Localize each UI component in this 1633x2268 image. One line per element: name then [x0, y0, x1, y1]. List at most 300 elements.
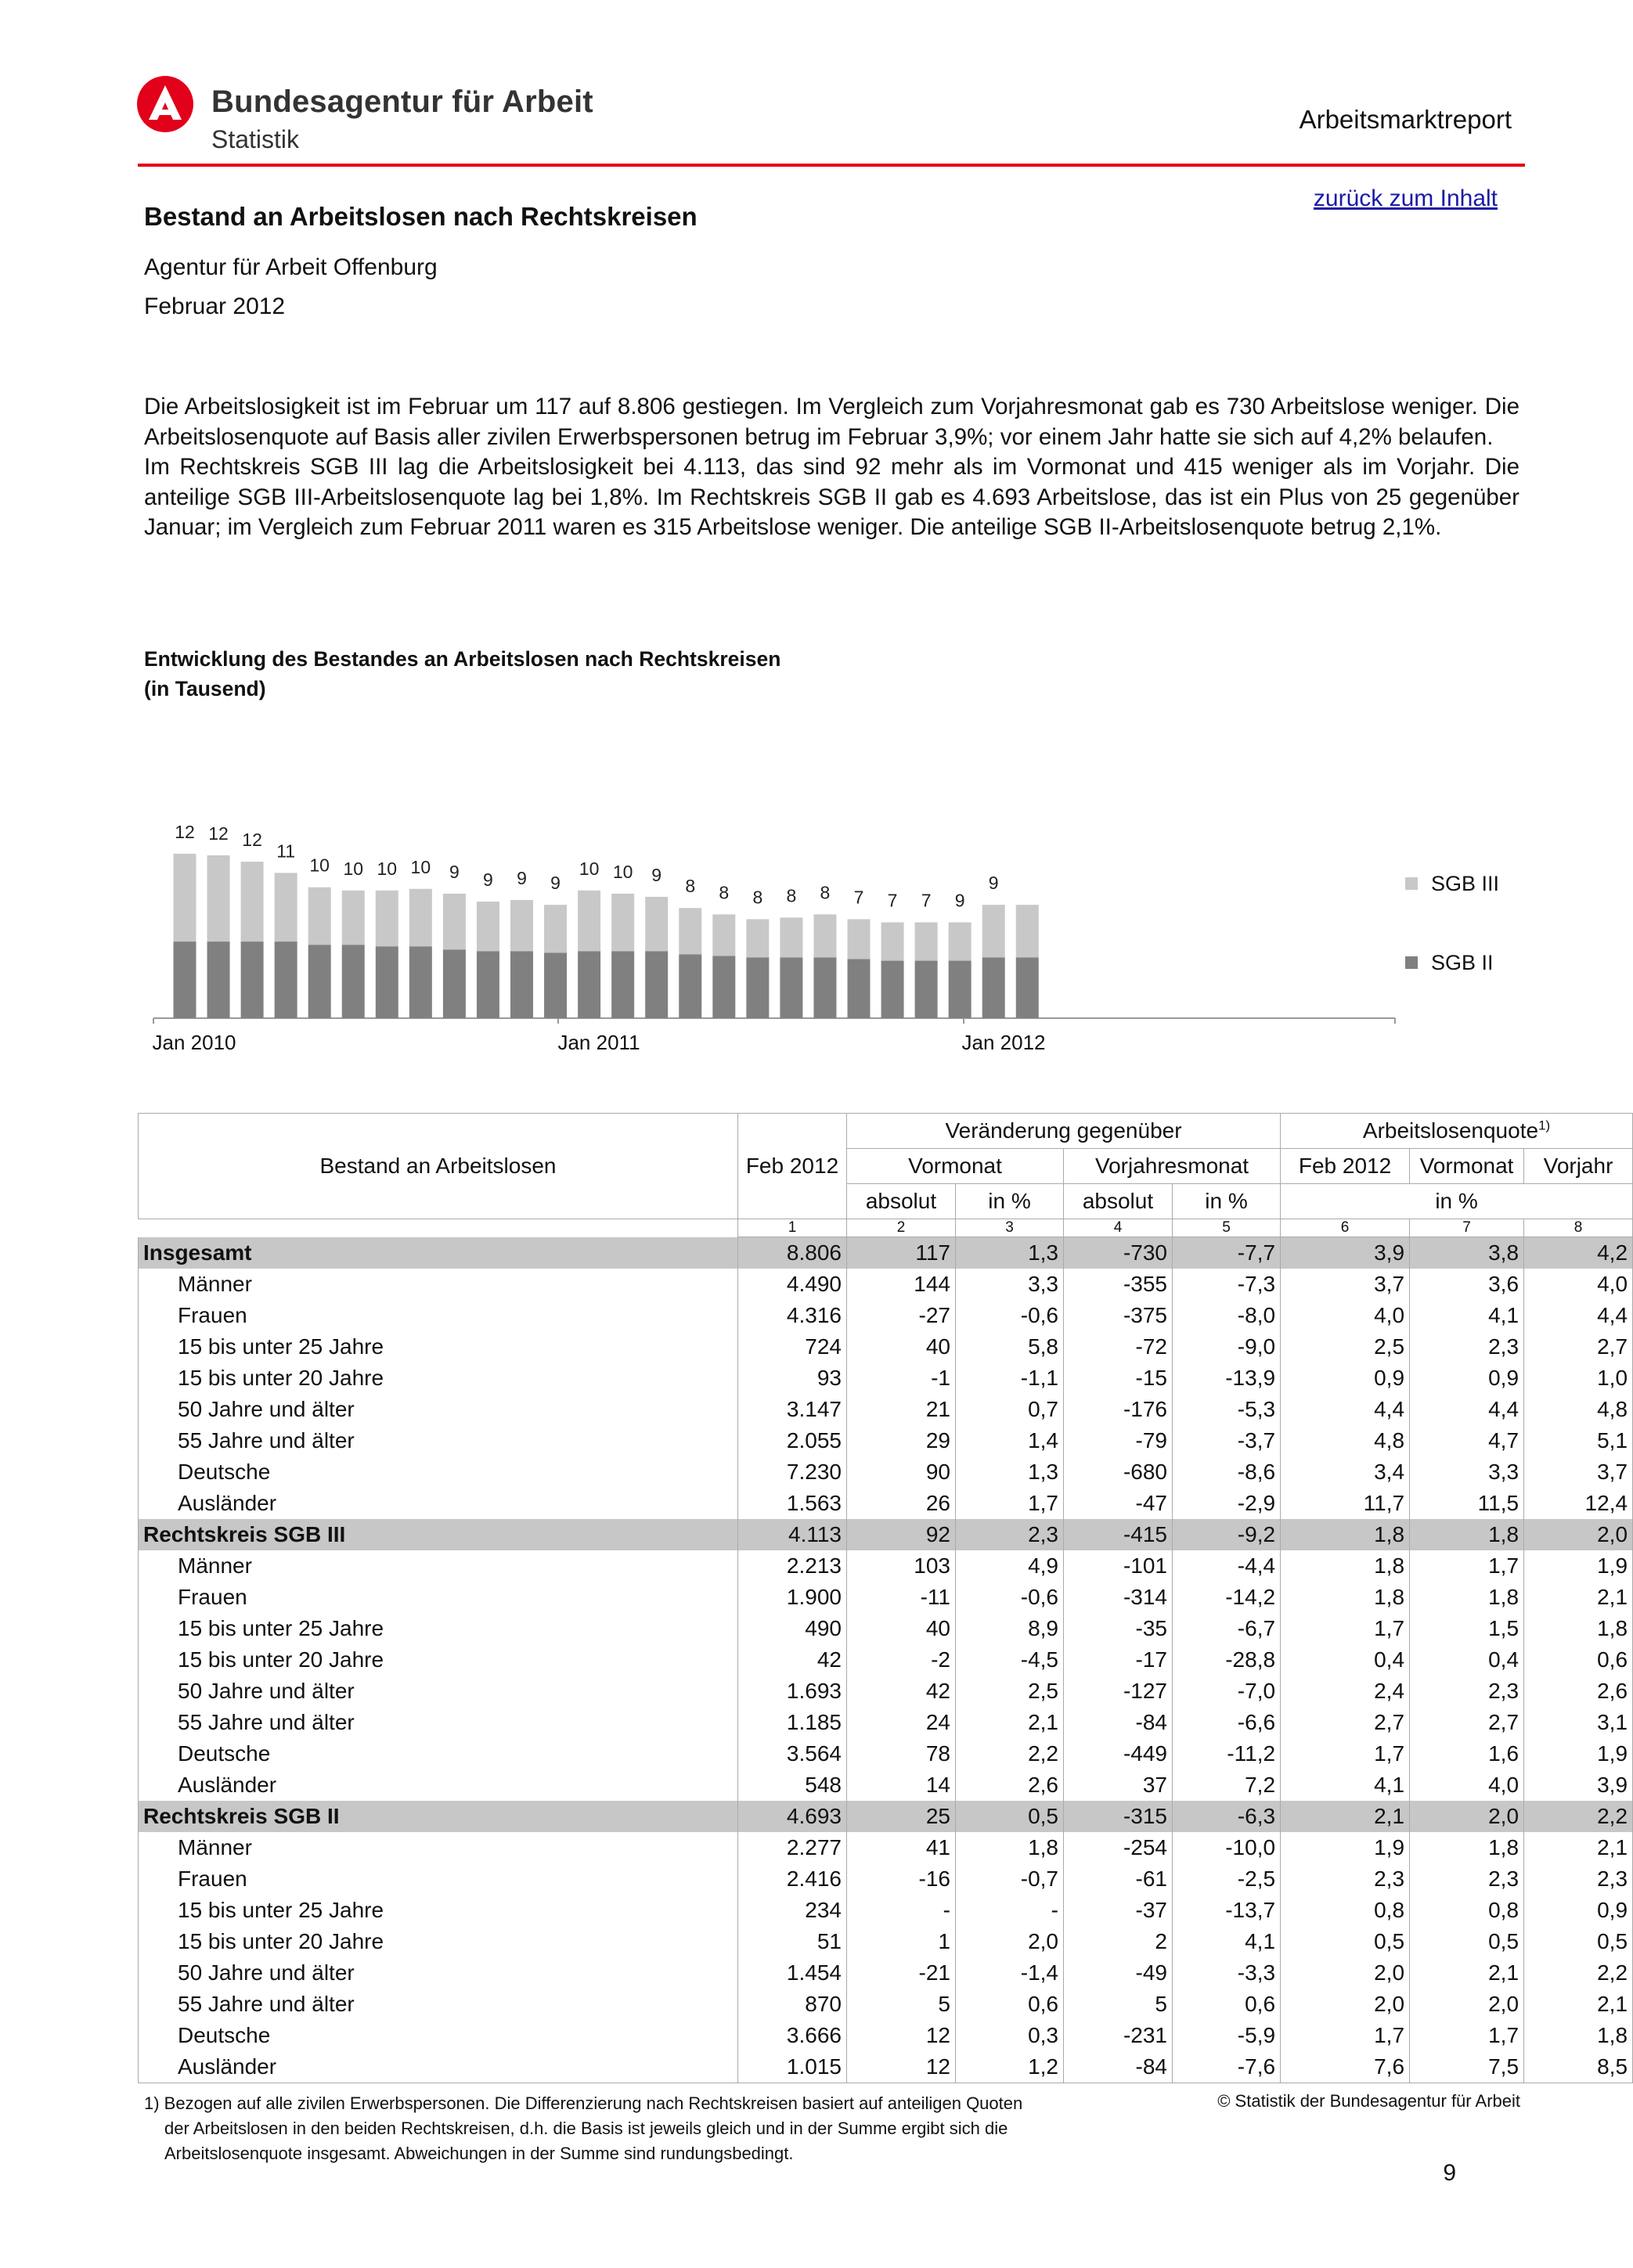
table-cell: -37 [1064, 1895, 1173, 1926]
table-cell: 4.113 [738, 1519, 847, 1550]
table-cell: 2,0 [1410, 1801, 1524, 1832]
bar-sgb3 [712, 914, 735, 956]
bar-total-label: 10 [410, 856, 431, 877]
bar-sgb2 [376, 946, 398, 1018]
table-cell: -2,9 [1173, 1488, 1281, 1519]
table-cell: 3,9 [1524, 1769, 1633, 1801]
bar-sgb2 [780, 957, 802, 1018]
chart-subtitle: (in Tausend) [144, 677, 266, 700]
table-cell: 7.230 [738, 1456, 847, 1488]
legend-swatch [1405, 956, 1418, 969]
table-cell: 2,1 [1524, 1989, 1633, 2020]
bar-sgb3 [342, 891, 365, 945]
table-cell: 2,2 [1524, 1957, 1633, 1989]
table-cell: 1,9 [1524, 1738, 1633, 1769]
table-cell: 3,6 [1410, 1269, 1524, 1300]
legend-label: SGB II [1431, 951, 1494, 974]
table-row [139, 1769, 1633, 1801]
copyright: © Statistik der Bundesagentur für Arbeit [1217, 2091, 1520, 2111]
table-cell: 25 [847, 1801, 956, 1832]
vorjahresmonat-header: Vorjahresmonat [1064, 1149, 1281, 1184]
table-cell: 2.416 [738, 1863, 847, 1895]
table-cell: 2,0 [1524, 1519, 1633, 1550]
bar-sgb3 [510, 900, 533, 951]
table-cell: 4,8 [1281, 1425, 1410, 1456]
table-cell: 2,5 [956, 1676, 1064, 1707]
report-label: Arbeitsmarktreport [1299, 105, 1512, 134]
row-label: 15 bis unter 20 Jahre [139, 1926, 738, 1957]
table-cell: 2,0 [1281, 1957, 1410, 1989]
table-cell: 234 [738, 1895, 847, 1926]
row-label: 15 bis unter 25 Jahre [139, 1613, 738, 1644]
table-cell: 29 [847, 1425, 956, 1456]
table-cell: -79 [1064, 1425, 1173, 1456]
table-cell: 11,7 [1281, 1488, 1410, 1519]
org-name: Bundesagentur für Arbeit [211, 85, 593, 119]
row-label: Deutsche [139, 1456, 738, 1488]
bar-sgb2 [241, 941, 264, 1018]
table-cell: 1,9 [1281, 1832, 1410, 1863]
bar-total-label: 9 [517, 868, 527, 889]
x-tick-label: Jan 2012 [961, 1031, 1046, 1054]
table-cell: -7,3 [1173, 1269, 1281, 1300]
table-body [139, 1237, 1633, 2083]
table-row [139, 1707, 1633, 1738]
row-label: Deutsche [139, 2020, 738, 2051]
table-cell: 2,6 [956, 1769, 1064, 1801]
table-cell: 3,1 [1524, 1707, 1633, 1738]
table-cell: 0,4 [1410, 1644, 1524, 1676]
quote-header [1281, 1114, 1633, 1149]
bar-sgb3 [376, 891, 398, 946]
bar-sgb3 [477, 902, 499, 951]
row-label: Ausländer [139, 1769, 738, 1801]
table-cell: -3,3 [1173, 1957, 1281, 1989]
table-cell: 3,8 [1410, 1237, 1524, 1269]
table-cell: -84 [1064, 2051, 1173, 2083]
bar-total-label: 7 [921, 890, 932, 911]
table-cell: 490 [738, 1613, 847, 1644]
bar-sgb3 [915, 923, 938, 961]
bar-sgb3 [174, 854, 196, 941]
table-cell: -127 [1064, 1676, 1173, 1707]
table-cell: 1,7 [956, 1488, 1064, 1519]
vormonat-header: Vormonat [847, 1149, 1064, 1184]
table-cell: 870 [738, 1989, 847, 2020]
table-cell: 1,7 [1281, 1613, 1410, 1644]
table-cell: 2,3 [1524, 1863, 1633, 1895]
table-cell: -9,2 [1173, 1519, 1281, 1550]
table-cell: -4,5 [956, 1644, 1064, 1676]
row-label: 55 Jahre und älter [139, 1989, 738, 2020]
column-number: 6 [1281, 1219, 1410, 1237]
bar-sgb2 [915, 961, 938, 1018]
x-tick-label: Jan 2011 [557, 1031, 640, 1054]
table-cell: 24 [847, 1707, 956, 1738]
table-cell: 1,7 [1281, 2020, 1410, 2051]
row-label-header: Bestand an Arbeitslosen [139, 1114, 738, 1219]
column-number-spacer [139, 1219, 738, 1237]
table-cell: 1,8 [1281, 1582, 1410, 1613]
table-cell: 2,7 [1524, 1331, 1633, 1363]
table-cell: 1.563 [738, 1488, 847, 1519]
column-number: 1 [738, 1219, 847, 1237]
absolut-header: absolut [847, 1184, 956, 1219]
table-cell: -15 [1064, 1363, 1173, 1394]
legend-swatch [1405, 877, 1418, 890]
table-cell: 0,6 [956, 1989, 1064, 2020]
chart-title: Entwicklung des Bestandes an Arbeitslosen nach Rechtskreisen [144, 647, 781, 671]
table-cell: -1,4 [956, 1957, 1064, 1989]
header-divider [138, 164, 1525, 167]
table-row [139, 1300, 1633, 1331]
table-cell: -2,5 [1173, 1863, 1281, 1895]
table-cell: 1,8 [1524, 2020, 1633, 2051]
summary-paragraph: Die Arbeitslosigkeit ist im Februar um 117 auf 8.806 gestiegen. Im Vergleich zum Vorjahresmonat gab es 730 Arbeitslose weniger. Die Arbeitslosenquote auf Basis aller zivilen Erwerbspersonen betrug im Februar 3,9%; vor einem Jahr hatte sie sich auf 4,2% belaufen. [144, 394, 1519, 450]
table-row [139, 1863, 1633, 1895]
table-cell: 2,4 [1281, 1676, 1410, 1707]
table-cell: 40 [847, 1331, 956, 1363]
bar-sgb2 [477, 951, 499, 1018]
table-cell: -28,8 [1173, 1644, 1281, 1676]
table-cell: 1,5 [1410, 1613, 1524, 1644]
row-label: 15 bis unter 25 Jahre [139, 1895, 738, 1926]
bar-total-label: 8 [786, 885, 797, 906]
back-to-contents-link[interactable]: zurück zum Inhalt [1313, 185, 1498, 211]
summary-text [144, 392, 1519, 543]
table-cell: 4,8 [1524, 1394, 1633, 1425]
table-cell: 2,2 [1524, 1801, 1633, 1832]
bar-sgb2 [848, 959, 871, 1018]
row-label: 50 Jahre und älter [139, 1957, 738, 1989]
table-cell: 2,3 [1410, 1863, 1524, 1895]
bar-sgb2 [712, 956, 735, 1018]
table-cell: 26 [847, 1488, 956, 1519]
bar-sgb3 [848, 920, 871, 959]
table-cell: 0,5 [1524, 1926, 1633, 1957]
bar-sgb3 [982, 905, 1005, 957]
row-label: 15 bis unter 20 Jahre [139, 1644, 738, 1676]
table-cell: 1.454 [738, 1957, 847, 1989]
table-row [139, 1488, 1633, 1519]
bar-sgb3 [578, 891, 600, 952]
table-cell: 0,9 [1281, 1363, 1410, 1394]
table-cell: -355 [1064, 1269, 1173, 1300]
table-cell: -0,6 [956, 1300, 1064, 1331]
table-cell: -5,3 [1173, 1394, 1281, 1425]
table-cell: 0,5 [1410, 1926, 1524, 1957]
table-cell: -101 [1064, 1550, 1173, 1582]
table-cell: 0,8 [1281, 1895, 1410, 1926]
table-cell: 4,4 [1410, 1394, 1524, 1425]
quote-vorjahr-header: Vorjahr [1524, 1149, 1633, 1184]
ba-logo-icon [136, 75, 194, 133]
table-cell: 1.693 [738, 1676, 847, 1707]
stacked-bar-chart [0, 783, 1603, 1080]
bar-total-label: 12 [175, 821, 195, 842]
bar-sgb2 [611, 951, 634, 1018]
table-cell: - [956, 1895, 1064, 1926]
bar-sgb3 [1016, 905, 1039, 957]
bar-sgb2 [409, 946, 432, 1018]
table-cell: 1,6 [1410, 1738, 1524, 1769]
table-cell: 3,7 [1524, 1456, 1633, 1488]
bar-sgb3 [881, 923, 904, 961]
bar-total-label: 12 [242, 830, 262, 851]
bar-sgb3 [780, 917, 802, 957]
column-number: 8 [1524, 1219, 1633, 1237]
table-cell: 8,9 [956, 1613, 1064, 1644]
table-cell: -47 [1064, 1488, 1173, 1519]
table-row [139, 1644, 1633, 1676]
table-cell: 37 [1064, 1769, 1173, 1801]
table-cell: 2,3 [956, 1519, 1064, 1550]
table-cell: 5 [847, 1989, 956, 2020]
table-row [139, 1676, 1633, 1707]
bar-sgb2 [949, 961, 972, 1018]
table-cell: 2,3 [1410, 1676, 1524, 1707]
bar-sgb2 [881, 961, 904, 1018]
bar-sgb2 [174, 941, 196, 1018]
row-label: 50 Jahre und älter [139, 1676, 738, 1707]
table-cell: 2,0 [1281, 1989, 1410, 2020]
org-subtitle: Statistik [211, 125, 300, 153]
bar-sgb2 [746, 957, 769, 1018]
table-cell: 90 [847, 1456, 956, 1488]
table-cell: -6,3 [1173, 1801, 1281, 1832]
table-cell: -0,7 [956, 1863, 1064, 1895]
table-cell: -14,2 [1173, 1582, 1281, 1613]
table-cell: -13,9 [1173, 1363, 1281, 1394]
row-label: Ausländer [139, 2051, 738, 2083]
table-cell: -680 [1064, 1456, 1173, 1488]
table-cell: -2 [847, 1644, 956, 1676]
bar-sgb2 [679, 954, 701, 1018]
table-cell: -35 [1064, 1613, 1173, 1644]
table-cell: 4,0 [1281, 1300, 1410, 1331]
table-cell: 41 [847, 1832, 956, 1863]
row-label: Rechtskreis SGB II [139, 1801, 738, 1832]
table-cell: 1.900 [738, 1582, 847, 1613]
bar-sgb2 [813, 957, 836, 1018]
quote-pct-header: in % [1281, 1184, 1633, 1219]
table-cell: 1,9 [1524, 1550, 1633, 1582]
bar-sgb3 [611, 894, 634, 951]
row-label: 55 Jahre und älter [139, 1707, 738, 1738]
table-cell: 4.693 [738, 1801, 847, 1832]
table-cell: 8.806 [738, 1237, 847, 1269]
table-cell: 0,9 [1524, 1895, 1633, 1926]
table-cell: 8,5 [1524, 2051, 1633, 2083]
bar-sgb2 [342, 945, 365, 1018]
bar-total-label: 10 [579, 858, 600, 879]
row-label: Ausländer [139, 1488, 738, 1519]
table-cell: 0,5 [1281, 1926, 1410, 1957]
table-cell: 0,6 [1524, 1644, 1633, 1676]
table-row [139, 1331, 1633, 1363]
table-cell: 4,9 [956, 1550, 1064, 1582]
table-cell: 1,8 [1410, 1832, 1524, 1863]
table-cell: 1,7 [1410, 1550, 1524, 1582]
table-row [139, 1989, 1633, 2020]
row-label: Deutsche [139, 1738, 738, 1769]
row-label: 15 bis unter 20 Jahre [139, 1363, 738, 1394]
bar-sgb3 [645, 897, 668, 951]
footnote-line: Arbeitslosenquote insgesamt. Abweichungen in der Summe sind rundungsbedingt. [164, 2144, 794, 2163]
table-cell: 2,0 [956, 1926, 1064, 1957]
table-cell: -72 [1064, 1331, 1173, 1363]
table-cell: 144 [847, 1269, 956, 1300]
table-cell: -4,4 [1173, 1550, 1281, 1582]
table-cell: 78 [847, 1738, 956, 1769]
table-cell: 2,2 [956, 1738, 1064, 1769]
table-cell: 21 [847, 1394, 956, 1425]
table-cell: 0,4 [1281, 1644, 1410, 1676]
table-cell: 42 [847, 1676, 956, 1707]
page-title: Bestand an Arbeitslosen nach Rechtskreisen [144, 202, 698, 231]
bar-sgb3 [949, 923, 972, 961]
table-cell: 0,3 [956, 2020, 1064, 2051]
bar-total-label: 7 [853, 887, 864, 908]
bar-total-label: 10 [309, 855, 330, 876]
table-row [139, 1582, 1633, 1613]
table-cell: 2,7 [1281, 1707, 1410, 1738]
table-cell: 2.277 [738, 1832, 847, 1863]
table-cell: 2 [1064, 1926, 1173, 1957]
table-cell: 2,1 [956, 1707, 1064, 1738]
row-label: Insgesamt [139, 1237, 738, 1269]
bar-total-label: 9 [483, 869, 493, 891]
bar-total-label: 10 [377, 858, 398, 879]
table-cell: -314 [1064, 1582, 1173, 1613]
table-cell: -11 [847, 1582, 956, 1613]
footnote [144, 2091, 1130, 2166]
bar-sgb2 [578, 951, 600, 1018]
table-cell: -61 [1064, 1863, 1173, 1895]
table-cell: -415 [1064, 1519, 1173, 1550]
summary-paragraph: Im Rechtskreis SGB III lag die Arbeitslosigkeit bei 4.113, das sind 92 mehr als im Vormonat und 415 weniger als im Vorjahr. Die anteilige SGB III-Arbeitslosenquote lag bei 1,8%. Im Rechtskreis SGB II gab es 4.693 Arbeitslose, das ist ein Plus von 25 gegenüber Januar; im Vergleich zum Februar 2011 waren es 315 Arbeitslose weniger. Die anteilige SGB II-Arbeitslosenquote betrug 2,1%. [144, 454, 1519, 541]
row-label: Frauen [139, 1300, 738, 1331]
table-cell: 0,6 [1173, 1989, 1281, 2020]
table-cell: 2,1 [1524, 1582, 1633, 1613]
table-row [139, 1895, 1633, 1926]
row-label: Männer [139, 1550, 738, 1582]
table-cell: 4,7 [1410, 1425, 1524, 1456]
bar-sgb3 [241, 862, 264, 941]
table-cell: -1,1 [956, 1363, 1064, 1394]
change-header: Veränderung gegenüber [847, 1114, 1281, 1149]
table-cell: 3,3 [956, 1269, 1064, 1300]
table-cell: 5,1 [1524, 1425, 1633, 1456]
table-cell: -231 [1064, 2020, 1173, 2051]
table-cell: -1 [847, 1363, 956, 1394]
bar-sgb3 [275, 873, 297, 941]
table-cell: 4,1 [1281, 1769, 1410, 1801]
table-cell: 4.490 [738, 1269, 847, 1300]
unemployment-table [138, 1113, 1633, 2083]
table-cell: 1,8 [1410, 1519, 1524, 1550]
bar-sgb3 [813, 914, 836, 957]
table-cell: 11,5 [1410, 1488, 1524, 1519]
table-cell: 5,8 [956, 1331, 1064, 1363]
table-cell: 42 [738, 1644, 847, 1676]
table-cell: 1,0 [1524, 1363, 1633, 1394]
column-number: 2 [847, 1219, 956, 1237]
table-cell: -13,7 [1173, 1895, 1281, 1926]
table-cell: -16 [847, 1863, 956, 1895]
bar-total-label: 9 [651, 864, 662, 885]
table-cell: 1,3 [956, 1237, 1064, 1269]
table-cell: 2,0 [1410, 1989, 1524, 2020]
table-cell: 3,9 [1281, 1237, 1410, 1269]
table-cell: 2,5 [1281, 1331, 1410, 1363]
bar-sgb3 [409, 889, 432, 946]
table-cell: 7,6 [1281, 2051, 1410, 2083]
pct-header: in % [1173, 1184, 1281, 1219]
table-row [139, 1738, 1633, 1769]
row-label: Männer [139, 1832, 738, 1863]
page-number: 9 [1443, 2160, 1456, 2186]
quote-header-label: Arbeitslosenquote [1362, 1118, 1539, 1143]
column-number: 3 [956, 1219, 1064, 1237]
column-number: 5 [1173, 1219, 1281, 1237]
table-row [139, 1456, 1633, 1488]
table-cell: 12 [847, 2020, 956, 2051]
bar-total-label: 12 [208, 823, 229, 844]
table-cell: 2,1 [1281, 1801, 1410, 1832]
row-label: Frauen [139, 1863, 738, 1895]
table-cell: 92 [847, 1519, 956, 1550]
table-cell: 1,7 [1281, 1738, 1410, 1769]
x-tick-label: Jan 2010 [152, 1031, 236, 1054]
feb-header: Feb 2012 [738, 1114, 847, 1219]
table-row [139, 1363, 1633, 1394]
table-row [139, 1425, 1633, 1456]
row-label: Rechtskreis SGB III [139, 1519, 738, 1550]
bar-total-label: 9 [988, 873, 999, 894]
table-cell: 4.316 [738, 1300, 847, 1331]
pct-header: in % [956, 1184, 1064, 1219]
footnote-marker: 1) [1538, 1118, 1551, 1133]
table-cell: 3.564 [738, 1738, 847, 1769]
footnote-line: der Arbeitslosen in den beiden Rechtskreisen, d.h. die Basis ist jeweils gleich und in der Summe ergibt sich die [164, 2119, 1008, 2138]
bar-sgb2 [510, 951, 533, 1018]
table-row [139, 1613, 1633, 1644]
table-cell: -176 [1064, 1394, 1173, 1425]
table-cell: 3,4 [1281, 1456, 1410, 1488]
table-cell: -6,7 [1173, 1613, 1281, 1644]
table-row [139, 1926, 1633, 1957]
table-cell: 2,1 [1410, 1957, 1524, 1989]
table-group-row [139, 1519, 1633, 1550]
bar-total-label: 11 [276, 841, 296, 862]
table-cell: 3.666 [738, 2020, 847, 2051]
table-cell: 724 [738, 1331, 847, 1363]
table-cell: 40 [847, 1613, 956, 1644]
bar-sgb2 [207, 941, 230, 1018]
table-cell: 2,3 [1281, 1863, 1410, 1895]
table-cell: 1,3 [956, 1456, 1064, 1488]
bar-sgb2 [275, 941, 297, 1018]
table-cell: 0,7 [956, 1394, 1064, 1425]
bar-total-label: 9 [550, 873, 561, 894]
table-cell: 12 [847, 2051, 956, 2083]
bar-sgb3 [679, 908, 701, 954]
table-cell: 5 [1064, 1989, 1173, 2020]
table-cell: 1,8 [1281, 1519, 1410, 1550]
quote-vormonat-header: Vormonat [1410, 1149, 1524, 1184]
bar-sgb2 [645, 951, 668, 1018]
